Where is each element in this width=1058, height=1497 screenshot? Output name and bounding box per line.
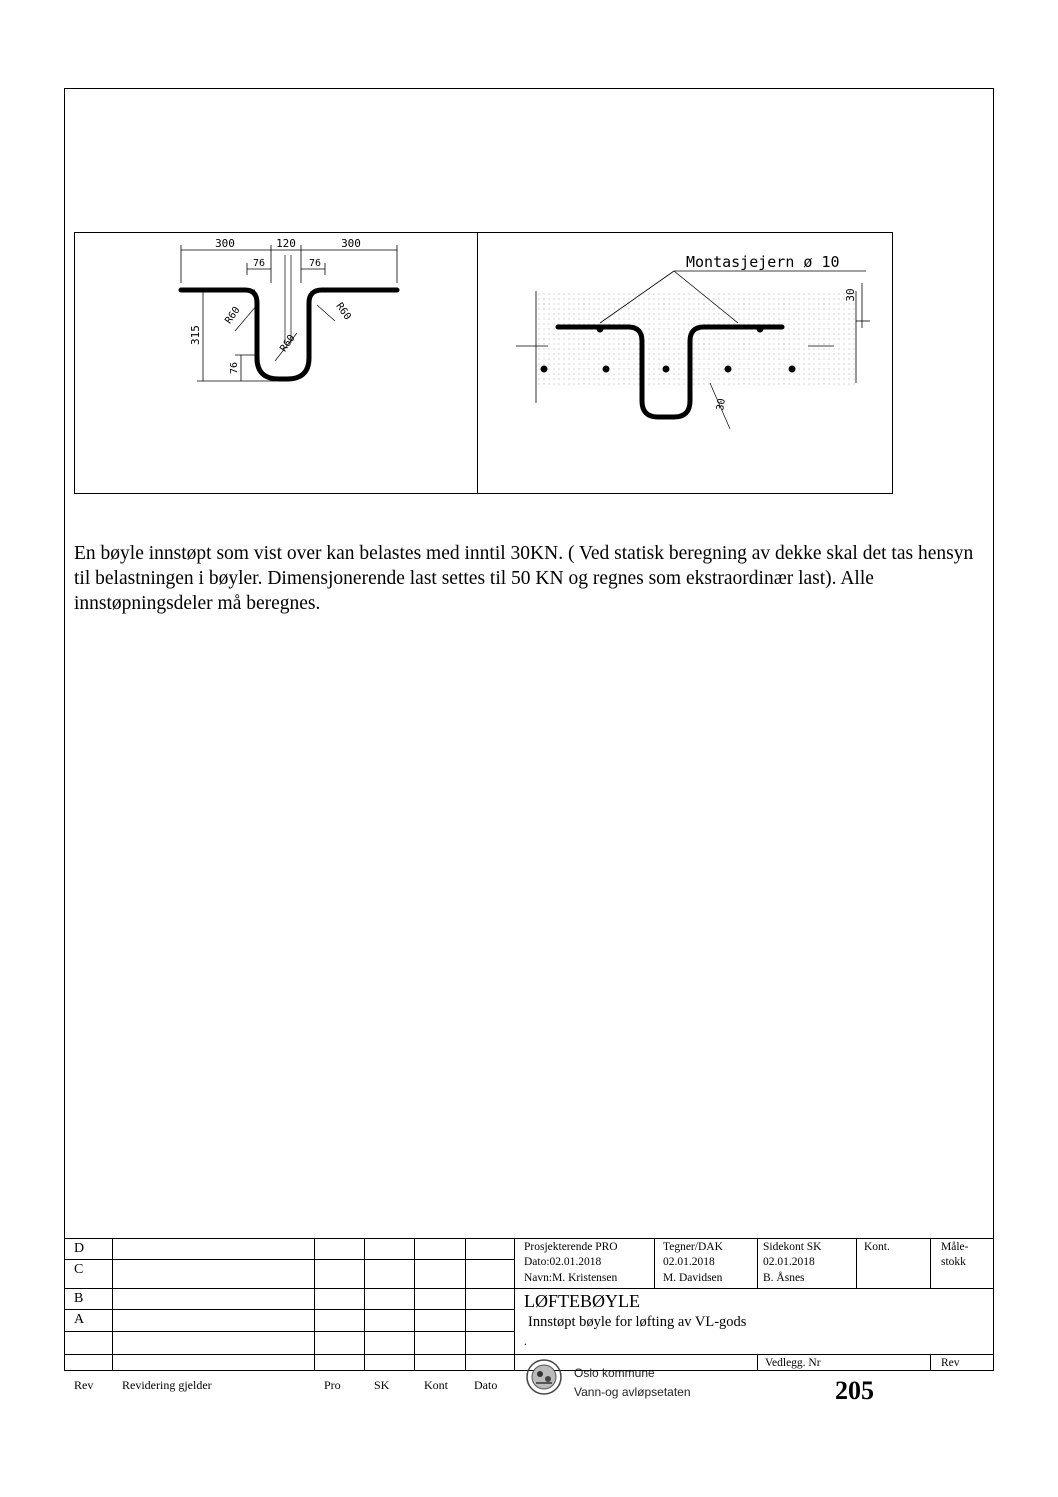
- rev-letter-a: A: [74, 1312, 85, 1327]
- vedlegg-number: 205: [835, 1376, 874, 1405]
- sidekont-role: Sidekont SK: [763, 1241, 822, 1253]
- col-rev: Rev: [74, 1378, 94, 1392]
- drawing-subtitle: Innstøpt bøyle for løfting av VL-gods: [528, 1314, 747, 1330]
- montasjejern-label: Montasjejern ø 10: [686, 253, 840, 271]
- col-kont: Kont: [424, 1378, 448, 1392]
- dim-left: 300: [215, 237, 235, 250]
- prosjekt-role: Prosjekterende PRO: [524, 1241, 618, 1253]
- dim-inner-left: 76: [252, 258, 266, 269]
- concrete-slab: [536, 291, 856, 387]
- dim-inner-right: 76: [308, 258, 322, 269]
- dim-right: 300: [341, 237, 361, 250]
- slab-drawing: [478, 233, 892, 493]
- prosjekt-date: Dato:02.01.2018: [524, 1256, 602, 1268]
- col-pro: Pro: [324, 1378, 341, 1392]
- side-dim: 30: [715, 397, 729, 412]
- col-dato: Dato: [474, 1378, 498, 1392]
- figure-hook-in-slab: [477, 232, 893, 494]
- dim-mid: 120: [276, 237, 296, 250]
- rev-letter-c: C: [74, 1262, 84, 1277]
- malestokk-line1: Måle-: [941, 1241, 969, 1253]
- rev-label: Rev: [941, 1357, 960, 1369]
- cover-dim: 30: [844, 288, 857, 302]
- org-name: Oslo kommune: [574, 1366, 655, 1380]
- rev-letter-d: D: [74, 1241, 85, 1256]
- oslo-kommune-seal-icon: [524, 1355, 564, 1401]
- dim-height: 315: [189, 325, 202, 345]
- vedlegg-label: Vedlegg. Nr: [765, 1357, 821, 1369]
- dim-bottom: 76: [229, 361, 240, 375]
- org-department: Vann-og avløpsetaten: [574, 1385, 691, 1399]
- subtitle-dot: .: [524, 1336, 527, 1348]
- rev-letter-b: B: [74, 1291, 84, 1306]
- tegner-date: 02.01.2018: [663, 1256, 715, 1268]
- drawing-title: LØFTEBØYLE: [524, 1291, 640, 1311]
- figure-hook-dimensions: [74, 232, 478, 494]
- sidekont-date: 02.01.2018: [763, 1256, 815, 1268]
- tegner-role: Tegner/DAK: [663, 1241, 723, 1253]
- hook-drawing: [75, 233, 477, 493]
- radius-left: R60: [223, 305, 243, 327]
- col-revidering: Revidering gjelder: [122, 1378, 212, 1392]
- description-paragraph: En bøyle innstøpt som vist over kan belastes med inntil 30KN. ( Ved statisk beregning av dekke skal det tas hensyn til belastningen i bøyler. Dimensjonerende last settes til 50 KN og regnes som ekstraordinær last). Alle innstøpningsdeler må beregnes.: [74, 543, 974, 614]
- kont-label: Kont.: [864, 1241, 890, 1253]
- malestokk-line2: stokk: [941, 1256, 966, 1268]
- prosjekt-name: Navn:M. Kristensen: [524, 1272, 618, 1284]
- col-sk: SK: [374, 1378, 390, 1392]
- tegner-name: M. Davidsen: [663, 1272, 723, 1284]
- sidekont-name: B. Åsnes: [763, 1272, 805, 1284]
- radius-bottom: R60: [278, 333, 298, 355]
- radius-right: R60: [333, 301, 353, 323]
